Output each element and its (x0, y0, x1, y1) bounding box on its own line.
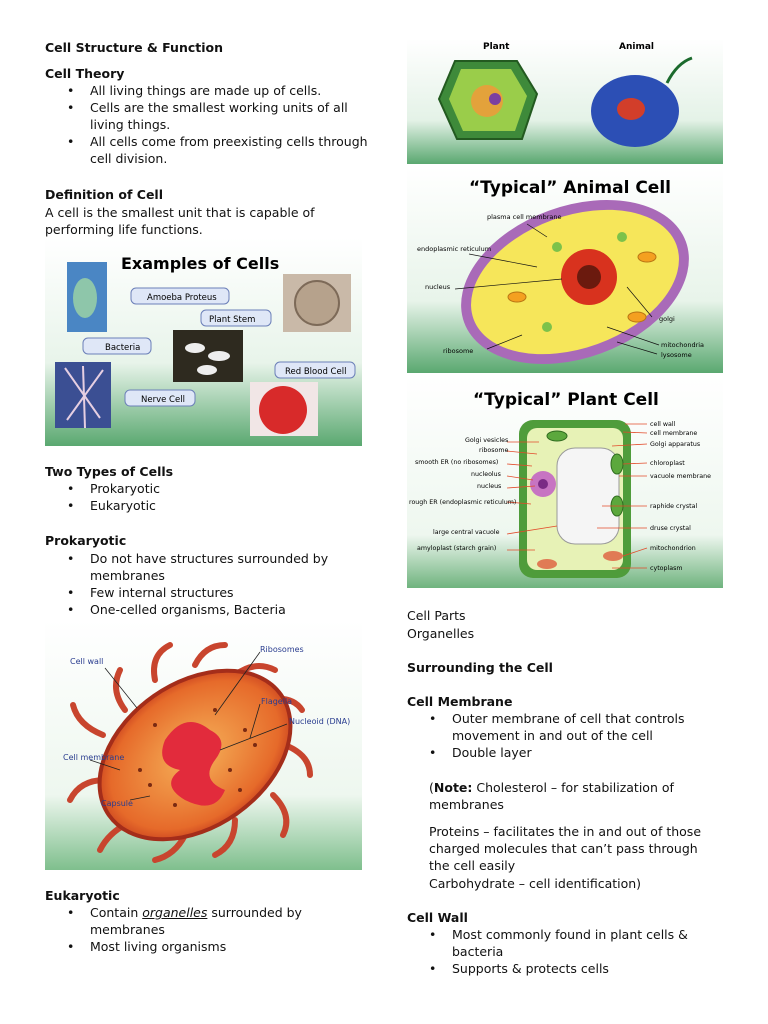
label-plant-stem: Plant Stem (209, 315, 256, 325)
label-vacuole-membrane: vacuole membrane (650, 473, 711, 480)
label-smooth-er: smooth ER (no ribosomes) (415, 459, 499, 466)
label-golgi-apparatus: Golgi apparatus (650, 441, 701, 448)
plant-cell-figure (407, 376, 723, 588)
cell-wall-list (407, 926, 722, 977)
list-item: • Double layer (407, 744, 722, 761)
list-item: • Do not have structures surrounded by membranes (45, 550, 365, 584)
list-item: • Outer membrane of cell that controls movement in and out of the cell (407, 710, 722, 744)
membrane-note: (Note: Cholesterol – for stabilization of membranes (429, 780, 674, 812)
list-item: • Most commonly found in plant cells & bacteria (407, 926, 722, 960)
organelles-line: Organelles (407, 626, 475, 641)
label-plasma-membrane: plasma cell membrane (487, 213, 562, 221)
label-red-blood-cell: Red Blood Cell (285, 367, 347, 377)
list-item: • Contain organelles surrounded by membranes (45, 904, 365, 938)
two-types-list (45, 480, 365, 514)
animal-cell-figure (407, 167, 723, 373)
label-mitochondrion: mitochondrion (650, 545, 696, 552)
membrane-carbohydrate-text: Carbohydrate – cell identification) (429, 876, 642, 891)
label-raphide-crystal: raphide crystal (650, 503, 698, 510)
note-label: Note: (433, 780, 473, 795)
label-nucleolus: nucleolus (471, 471, 501, 478)
label-ribosomes: Ribosomes (260, 645, 304, 654)
label-cell-wall-plant: cell wall (650, 421, 676, 428)
list-item: • Most living organisms (45, 938, 365, 955)
label-cell-membrane: Cell membrane (63, 753, 125, 762)
cell-wall-heading: Cell Wall (407, 910, 468, 925)
label-cell-membrane-plant: cell membrane (650, 430, 698, 437)
label-nucleoid: Nucleoid (DNA) (289, 717, 351, 726)
cell-membrane-list (407, 710, 722, 761)
plant-nucleus (489, 93, 501, 105)
label-bacteria: Bacteria (105, 343, 141, 353)
animal-cell-title: “Typical” Animal Cell (469, 178, 671, 198)
plant-cell-title: “Typical” Plant Cell (473, 390, 659, 410)
label-ribosome: ribosome (443, 347, 474, 355)
examples-of-cells-figure (45, 238, 362, 446)
examples-title: Examples of Cells (121, 254, 280, 273)
plant-stem-cell (295, 281, 339, 325)
prokaryotic-heading: Prokaryotic (45, 533, 127, 548)
label-amyloplast: amyloplast (starch grain) (417, 545, 497, 552)
red-blood-cell (259, 386, 307, 434)
cell-theory-list (45, 82, 375, 167)
surrounding-heading: Surrounding the Cell (407, 660, 553, 675)
plant-cell-nucleolus (538, 479, 548, 489)
page-title: Cell Structure & Function (45, 40, 224, 55)
label-large-central-vacuole: large central vacuole (433, 529, 500, 536)
cell-parts-line: Cell Parts (407, 608, 466, 623)
label-lysosome: lysosome (661, 351, 692, 359)
label-chloroplast: chloroplast (650, 460, 685, 467)
prokaryotic-list (45, 550, 365, 618)
list-item: • Few internal structures (45, 584, 365, 601)
label-druse-crystal: druse crystal (650, 525, 691, 532)
eukaryotic-heading: Eukaryotic (45, 888, 120, 903)
label-golgi-vesicles: Golgi vesicles (465, 437, 509, 444)
list-item: • Prokaryotic (45, 480, 365, 497)
bacterium (197, 365, 217, 375)
list-item: • Supports & protects cells (407, 960, 722, 977)
membrane-proteins-text: Proteins – facilitates the in and out of those charged molecules that can’t pass through the cell easily (429, 824, 702, 873)
definition-heading: Definition of Cell (45, 187, 163, 202)
animal-nucleolus (577, 265, 601, 289)
plant-title: Plant (483, 42, 510, 52)
label-mitochondria: mitochondria (661, 341, 705, 349)
two-types-heading: Two Types of Cells (45, 464, 174, 479)
eukaryotic-list (45, 904, 365, 955)
label-golgi: golgi (659, 315, 675, 323)
amoeba-cell (73, 278, 97, 318)
cell-theory-heading: Cell Theory (45, 66, 125, 81)
label-nucleus-plant: nucleus (477, 483, 502, 490)
organelles-term: organelles (142, 905, 208, 920)
label-amoeba: Amoeba Proteus (147, 293, 217, 303)
plant-animal-figure (407, 39, 723, 164)
list-item: • Cells are the smallest working units of all living things. (45, 99, 375, 133)
label-flagella: Flagella (261, 697, 293, 706)
label-endoplasmic-reticulum: endoplasmic reticulum (417, 245, 492, 253)
label-cytoplasm: cytoplasm (650, 565, 683, 572)
list-item: • Eukaryotic (45, 497, 365, 514)
list-item: • One-celled organisms, Bacteria (45, 601, 365, 618)
bacterium (185, 343, 205, 353)
plant-central-vacuole (557, 448, 619, 544)
list-item: • All living things are made up of cells. (45, 82, 375, 99)
cell-membrane-heading: Cell Membrane (407, 694, 513, 709)
label-rough-er: rough ER (endoplasmic reticulum) (409, 499, 517, 506)
bacterium (208, 351, 230, 361)
label-ribosome-plant: ribosome (479, 447, 509, 454)
label-nerve-cell: Nerve Cell (141, 395, 185, 405)
label-capsule: Capsule (101, 799, 133, 808)
list-item: • All cells come from preexisting cells through cell division. (45, 133, 375, 167)
label-nucleus: nucleus (425, 283, 451, 291)
label-cell-wall: Cell wall (70, 657, 104, 666)
animal-nucleus (617, 98, 645, 120)
bacteria-figure (45, 620, 362, 870)
definition-text: A cell is the smallest unit that is capable of performing life functions. (45, 205, 315, 237)
animal-title: Animal (619, 42, 654, 52)
